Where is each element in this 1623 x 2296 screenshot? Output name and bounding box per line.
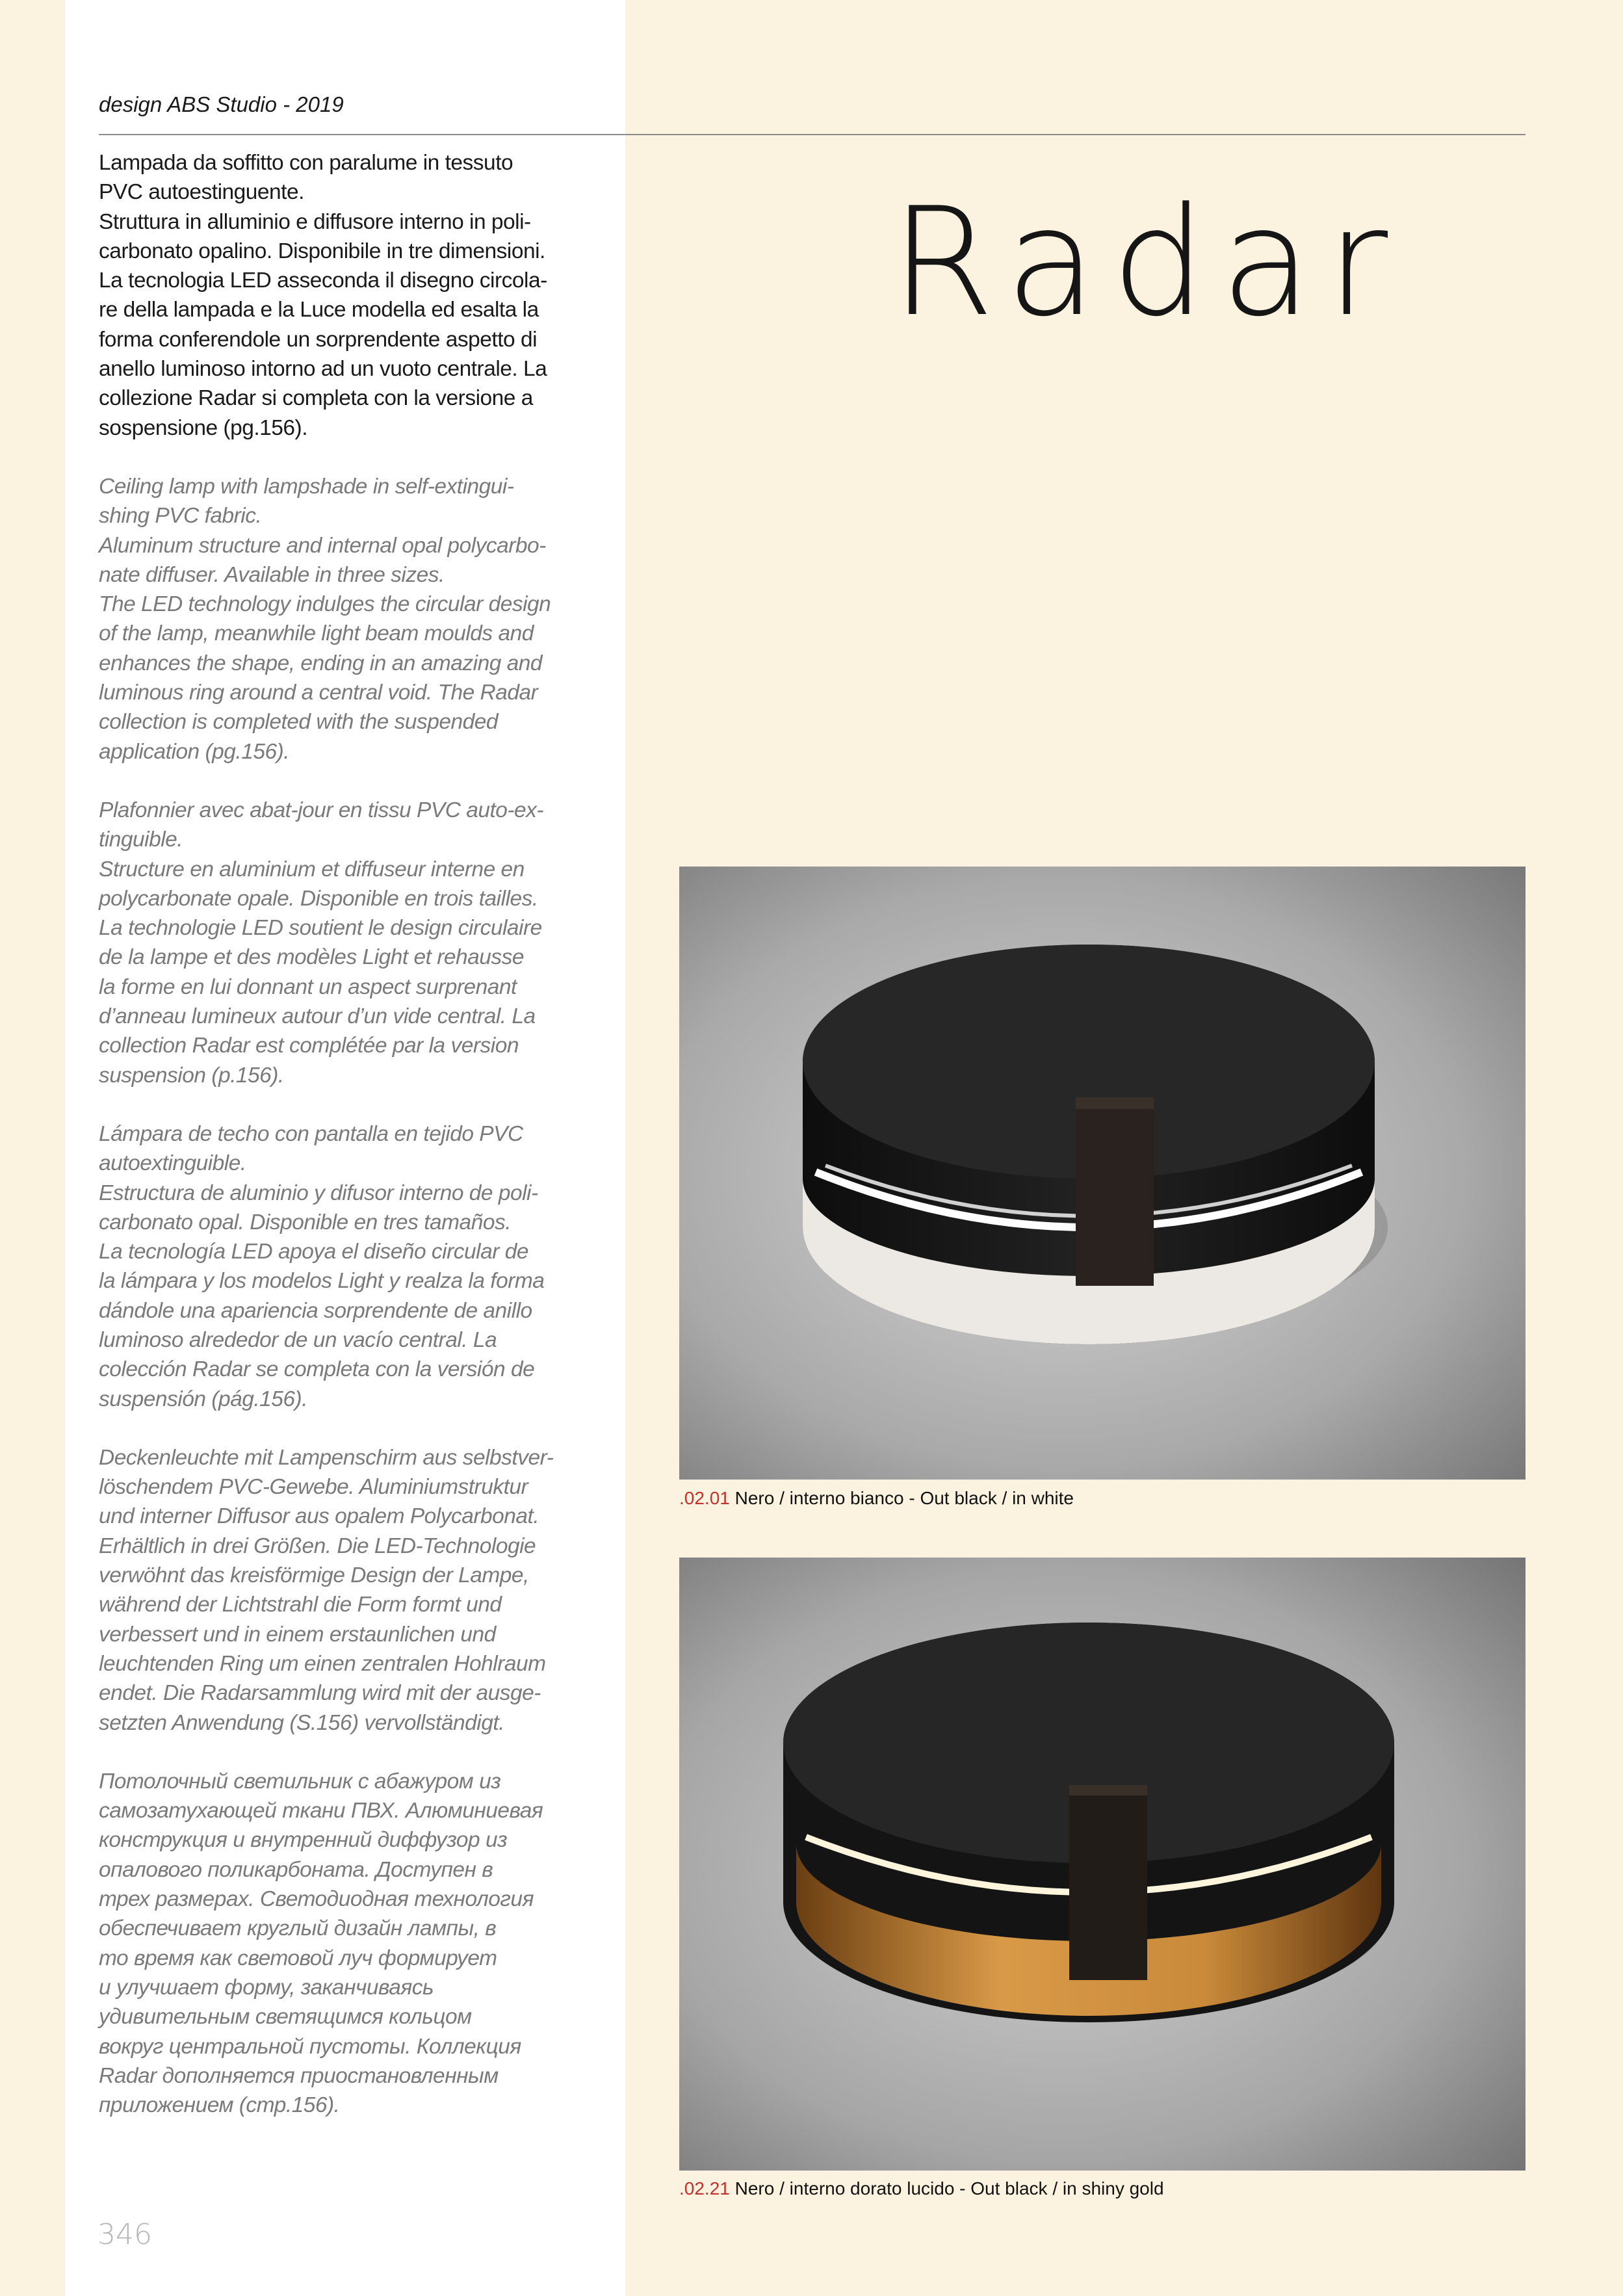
variant-label: Nero / interno bianco - Out black / in white [734, 1488, 1074, 1508]
variant-code: .02.21 [679, 2178, 730, 2198]
product-photo-gold [679, 1558, 1526, 2171]
description-spanish: Lámpara de techo con pantalla en tejido PVC autoextinguible. Estructura de aluminio y difusor interno de poli- carbonato opal. Disponible en tres tamaños. La tecnología LED apoya el diseño circular de la lámpara y los modelos Light y realza la forma dándole una apariencia sorprendente de anillo luminoso alrededor de un vacío central. La colección Radar se completa con la versión de suspensión (pág.156). [99, 1121, 545, 1411]
caption-variant-white [679, 1488, 1074, 1509]
product-photo-white [679, 867, 1526, 1480]
variant-label: Nero / interno dorato lucido - Out black / in shiny gold [734, 2178, 1164, 2198]
description-german: Deckenleuchte mit Lampenschirm aus selbstver- löschendem PVC-Gewebe. Aluminiumstruktur und interner Diffusor aus opalem Polycarbonat. Erhältlich in drei Größen. Die LED-Technologie verwöhnt das kreisförmige Design der Lampe, während der Lichtstrahl die Form formt und verbessert und in einem erstaunlichen und leuchtenden Ring um einen zentralen Hohlraum endet. Die Radarsammlung wird mit der ausge- setzten Anwendung (S.156) vervollständigt. [99, 1445, 554, 1735]
description-italian: Lampada da soffitto con paralume in tessuto PVC autoestinguente. Struttura in alluminio e diffusore interno in poli- carbonato opalino. Disponibile in tre dimensioni. La tecnologia LED asseconda il disegno circola- re della lampada e la Luce modella ed esalta la forma conferendole un sorprendente aspetto di anello luminoso intorno ad un vuoto centrale. La collezione Radar si completa con la versione a sospensione (pg.156). [99, 151, 547, 440]
product-title: Radar [890, 176, 1403, 350]
header-divider [99, 134, 1526, 135]
description-column [99, 148, 599, 2149]
page-number: 346 [97, 2218, 152, 2251]
description-english: Ceiling lamp with lampshade in self-extingui- shing PVC fabric. Aluminum structure and internal opal polycarbo- nate diffuser. Available in three sizes. The LED technology indulges the circular design of the lamp, meanwhile light beam moulds and enhances the shape, ending in an amazing and luminous ring around a central void. The Radar collection is completed with the suspended application (pg.156). [99, 474, 551, 764]
description-russian: Потолочный светильник с абажуром из самозатухающей ткани ПВХ. Алюминиевая конструкция и внутренний диффузор из опалового поликарбоната. Доступен в трех размерах. Светодиодная технология обеспечивает круглый дизайн лампы, в то время как световой луч формирует и улучшает форму, заканчиваясь удивительным светящимся кольцом вокруг центральной пустоты. Коллекция Radar дополняется приостановленным приложением (стр.156). [99, 1769, 543, 2118]
variant-code: .02.01 [679, 1488, 730, 1508]
description-french: Plafonnier avec abat-jour en tissu PVC auto-ex- tinguible. Structure en aluminium et diffuseur interne en polycarbonate opale. Disponible en trois tailles. La technologie LED soutient le design circulaire de la lampe et des modèles Light et rehausse la forme en lui donnant un aspect surprenant d’anneau lumineux autour d’un vide central. La collection Radar est complétée par la version suspension (p.156). [99, 798, 544, 1088]
design-credit: design ABS Studio - 2019 [99, 92, 344, 116]
caption-variant-gold [679, 2178, 1164, 2199]
